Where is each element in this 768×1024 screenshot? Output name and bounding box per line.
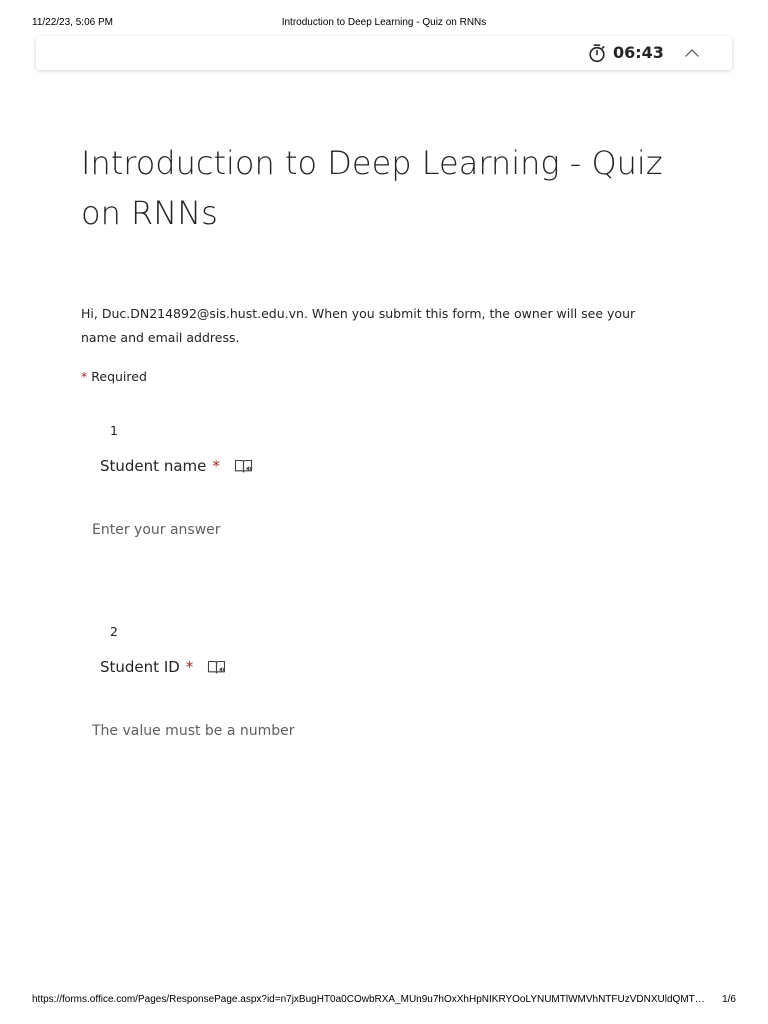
question-label: Student ID <box>100 658 180 676</box>
timer-bar <box>36 36 732 70</box>
account-notice: Hi, Duc.DN214892@sis.hust.edu.vn. When you submit this form, the owner will see your name and email address. <box>81 306 636 345</box>
question-title <box>100 457 254 475</box>
student-id-input[interactable] <box>92 716 512 746</box>
chevron-up-icon[interactable] <box>684 45 700 61</box>
question-number: 2 <box>110 624 118 639</box>
required-star: * <box>185 658 194 676</box>
print-url: https://forms.office.com/Pages/ResponsePage.aspx?id=n7jxBugHT0a0COwbRXA_MUn9u7hOxXhHpNIKRYOoLYNUMTlWMVhNTFUzVDNXUldQMT… <box>32 994 705 1005</box>
stopwatch-icon <box>587 43 607 63</box>
question-number: 1 <box>110 423 118 438</box>
print-footer <box>32 994 736 1008</box>
print-page-number: 1/6 <box>722 994 736 1005</box>
student-name-input[interactable] <box>92 515 512 545</box>
question-title <box>100 658 227 676</box>
required-star: * <box>212 457 220 475</box>
required-label: Required <box>91 369 147 384</box>
immersive-reader-icon[interactable] <box>234 458 254 474</box>
required-note <box>81 367 147 387</box>
question-student-name <box>92 423 692 553</box>
required-star: * <box>81 369 88 384</box>
form-title: Introduction to Deep Learning - Quiz on RNNs <box>81 144 663 232</box>
print-header <box>32 17 736 31</box>
immersive-reader-icon[interactable] <box>207 659 227 675</box>
print-document-title: Introduction to Deep Learning - Quiz on RNNs <box>281 17 487 28</box>
timer-remaining: 06:43 <box>613 43 664 62</box>
question-label: Student name <box>100 457 207 475</box>
question-student-id <box>92 624 692 754</box>
print-datetime: 11/22/23, 5:06 PM <box>32 17 113 28</box>
